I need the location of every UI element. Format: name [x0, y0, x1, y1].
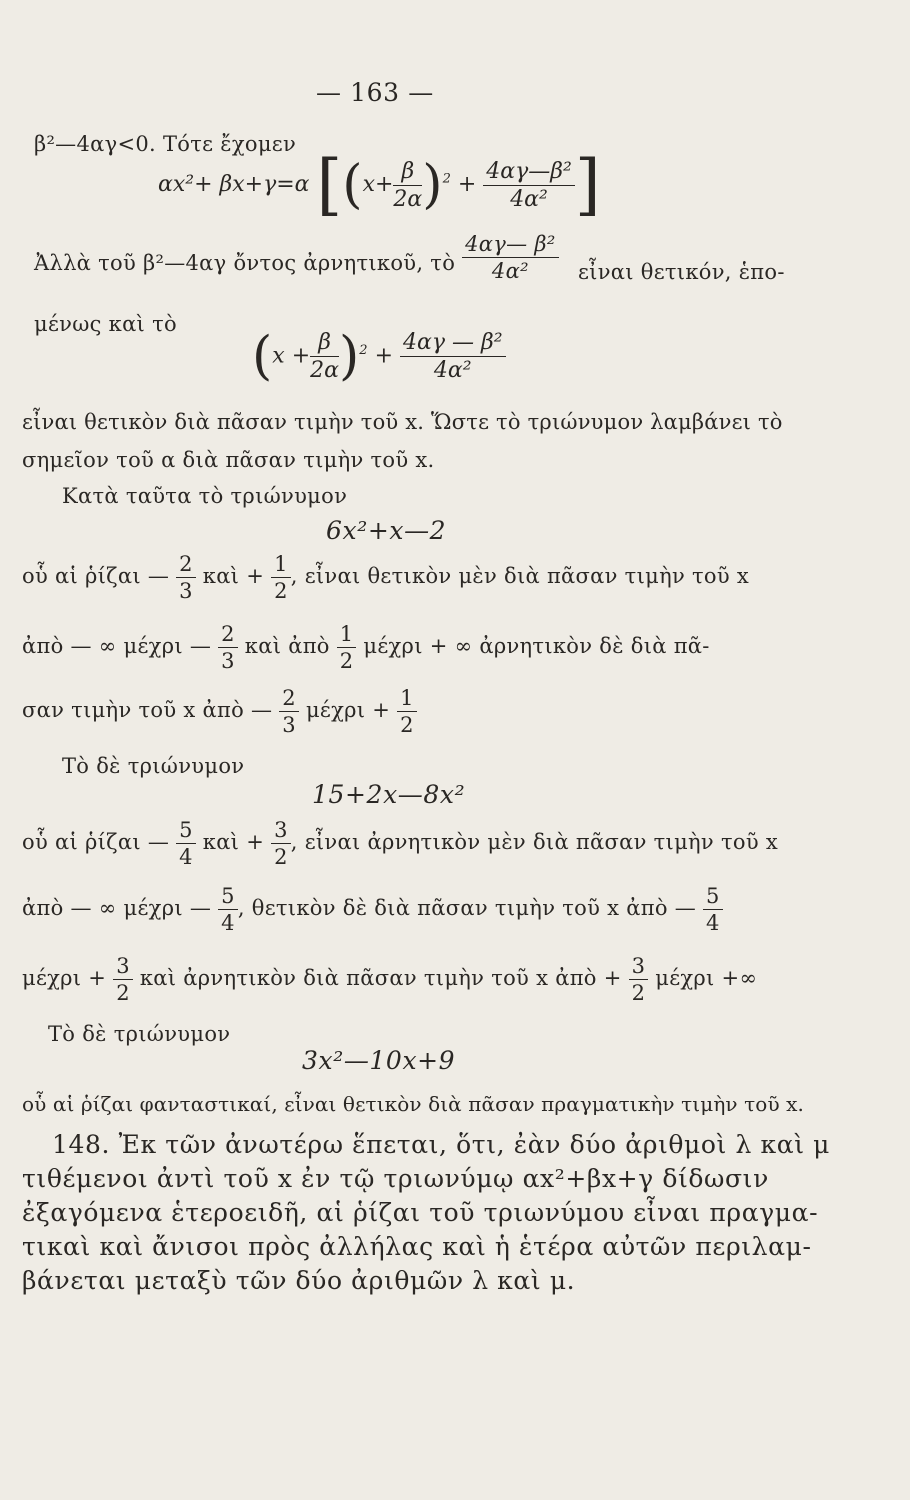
fraction: $\frac{\text{4αγ — β²}}{\text{4α²}}$: [400, 330, 506, 383]
text-line: εἶναι θετικόν, ἑπο-: [578, 260, 785, 284]
equation-lhs: αx²+ βx+γ=α: [158, 172, 310, 197]
fraction: $\frac{5}{4}$: [176, 818, 196, 869]
paragraph-148-line: τιθέμενοι ἀντὶ τοῦ x ἐν τῷ τριωνύμῳ αx²+βx+γ δίδωσιν: [22, 1164, 769, 1193]
text-line: Ἀλλὰ τοῦ β²—4αγ ὄντος ἀρνητικοῦ, τὸ $\frac{\text{4αγ— β²}}{\text{4α²}}$: [34, 246, 559, 283]
equation-trinomial: 3x²—10x+9: [302, 1046, 456, 1075]
equation-trinomial: 6x²+x—2: [326, 516, 447, 545]
text-line: οὗ αἱ ῥίζαι — $\frac{5}{4}$ καὶ + $\frac{3}{2}$ , εἶναι ἀρνητικὸν μὲν διὰ πᾶσαν τιμὴν τοῦ x: [22, 818, 779, 869]
text-line: Τὸ δὲ τριώνυμον: [48, 1022, 231, 1046]
text-line: οὗ αἱ ῥίζαι φανταστικαί, εἶναι θετικὸν διὰ πᾶσαν πραγματικὴν τιμὴν τοῦ x.: [22, 1092, 804, 1116]
paragraph-148-line: ἐξαγόμενα ἑτεροειδῆ, αἱ ῥίζαι τοῦ τριωνύμου εἶναι πραγμα-: [22, 1198, 819, 1227]
fraction: $\frac{1}{2}$: [271, 552, 291, 603]
paren-open: (: [252, 326, 273, 387]
text-line: σαν τιμὴν τοῦ x ἀπὸ — $\frac{2}{3}$ μέχρι + $\frac{1}{2}$: [22, 686, 417, 737]
fraction: $\frac{3}{2}$: [113, 954, 133, 1005]
fraction: $\frac{3}{2}$: [271, 818, 291, 869]
text-line: β²—4αγ<0. Τότε ἔχομεν: [34, 132, 297, 156]
text-line: οὗ αἱ ῥίζαι — $\frac{2}{3}$ καὶ + $\frac{1}{2}$ , εἶναι θετικὸν μὲν διὰ πᾶσαν τιμὴν τοῦ x: [22, 552, 750, 603]
fraction: $\frac{\text{4αγ—β²}}{\text{4α²}}$: [483, 159, 575, 212]
text-line: μέχρι + $\frac{3}{2}$ καὶ ἀρνητικὸν διὰ πᾶσαν τιμὴν τοῦ x ἀπὸ + $\frac{3}{2}$ μέχρι +∞: [22, 954, 758, 1005]
fraction: $\frac{\beta}{2\alpha}$: [310, 330, 339, 383]
paren-close: ): [422, 155, 443, 215]
paren-close: ): [339, 326, 360, 387]
fraction: $\frac{\text{4αγ— β²}}{\text{4α²}}$: [462, 232, 558, 283]
fraction: $\frac{2}{3}$: [279, 686, 299, 737]
fraction: $\frac{2}{3}$: [218, 622, 238, 673]
fraction: $\frac{\beta}{2\alpha}$: [393, 158, 423, 212]
fraction: $\frac{5}{4}$: [218, 884, 238, 935]
equation-trinomial: 15+2x—8x²: [312, 780, 466, 809]
paragraph-148-line: τικαὶ καὶ ἄνισοι πρὸς ἀλλήλας καὶ ἡ ἑτέρα αὐτῶν περιλαμ-: [22, 1232, 812, 1261]
text-line: ἀπὸ — ∞ μέχρι — $\frac{2}{3}$ καὶ ἀπὸ $\frac{1}{2}$ μέχρι + ∞ ἀρνητικὸν δὲ διὰ πᾶ-: [22, 622, 710, 673]
fraction: $\frac{5}{4}$: [703, 884, 723, 935]
text-line: εἶναι θετικὸν διὰ πᾶσαν τιμὴν τοῦ x. Ὥστε τὸ τριώνυμον λαμβάνει τὸ: [22, 410, 783, 434]
fraction: $\frac{2}{3}$: [176, 552, 196, 603]
text-line: Κατὰ ταῦτα τὸ τριώνυμον: [62, 484, 348, 508]
paragraph-148-line: 148. Ἐκ τῶν ἀνωτέρω ἕπεται, ὅτι, ἐὰν δύο ἀριθμοὶ λ καὶ μ: [52, 1130, 830, 1159]
fraction: $\frac{3}{2}$: [629, 954, 649, 1005]
bracket-open: [: [316, 146, 343, 223]
text-line: σημεῖον τοῦ α διὰ πᾶσαν τιμὴν τοῦ x.: [22, 448, 435, 472]
fraction: $\frac{1}{2}$: [397, 686, 417, 737]
fraction: $\frac{1}{2}$: [337, 622, 357, 673]
paren-open: (: [342, 155, 363, 215]
equation-positive-expression: (x + $\frac{\beta}{2\alpha}$ )$^2$ + $\frac{\text{4αγ — β²}}{\text{4α²}}$: [252, 330, 506, 383]
page-number: — 163 —: [316, 78, 434, 107]
equation-quadratic-form: αx²+ βx+γ=α [(x+ $\frac{\beta}{2\alpha}$ )$^2$ + $\frac{\text{4αγ—β²}}{\text{4α²}}$ ]: [158, 146, 601, 223]
text-line: ἀπὸ — ∞ μέχρι — $\frac{5}{4}$ , θετικὸν δὲ διὰ πᾶσαν τιμὴν τοῦ x ἀπὸ — $\frac{5}{4}$: [22, 884, 723, 935]
paragraph-148-line: βάνεται μεταξὺ τῶν δύο ἀριθμῶν λ καὶ μ.: [22, 1266, 576, 1295]
text-line: Τὸ δὲ τριώνυμον: [62, 754, 245, 778]
bracket-close: ]: [574, 146, 601, 223]
text-line: μένως καὶ τὸ: [34, 312, 177, 336]
